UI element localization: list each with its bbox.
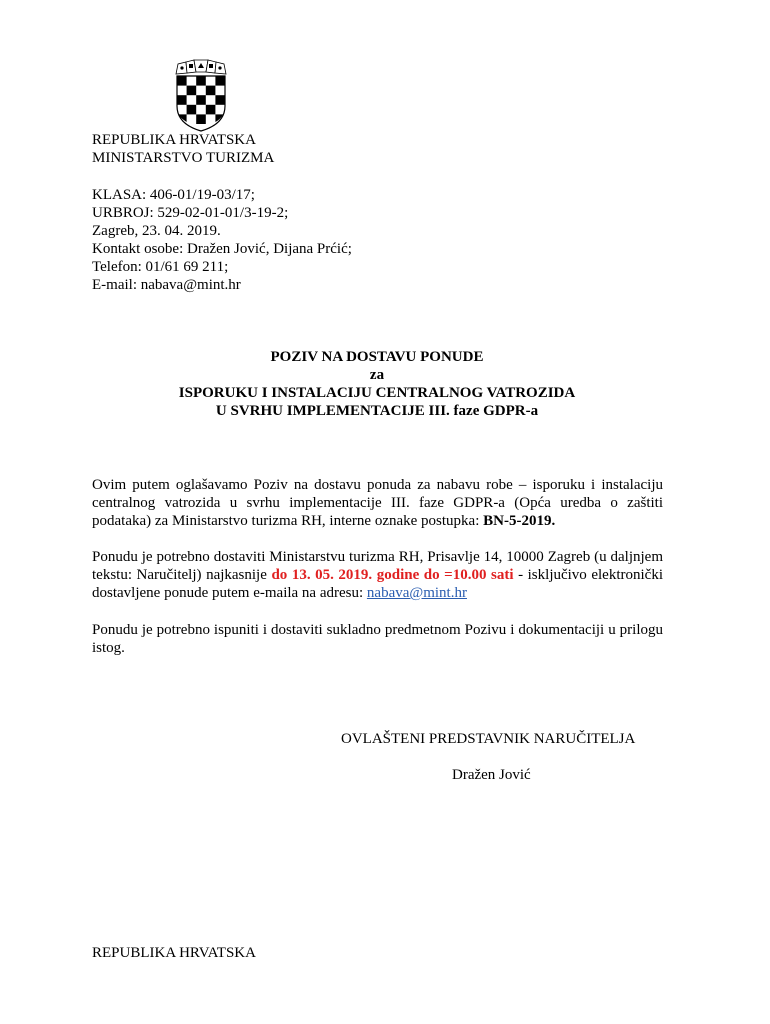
signature-name: Dražen Jović [452, 767, 531, 783]
coat-of-arms-icon [172, 58, 230, 132]
title-line-2: za [369, 367, 385, 383]
footer-country: REPUBLIKA HRVATSKA [92, 945, 256, 961]
paragraph-2-text-b: - isključivo elektronički dostavljene ponude putem e-maila na adresu: [92, 567, 663, 601]
title-line-3: ISPORUKU I INSTALACIJU CENTRALNOG VATROZIDA [178, 385, 576, 401]
paragraph-2-text-a: Ponudu je potrebno dostaviti Ministarstvu turizma RH, Prisavlje 14, 10000 Zagreb (u daljnjem tekstu: Naručitelj) najkasnije [92, 549, 663, 583]
paragraph-2 [92, 548, 663, 602]
title-line-4: U SVRHU IMPLEMENTACIJE III. faze GDPR-a [215, 403, 539, 419]
meta-klasa: KLASA: 406-01/19-03/17; [92, 187, 255, 203]
meta-place-date: Zagreb, 23. 04. 2019. [92, 223, 221, 239]
document-title [92, 348, 662, 420]
meta-contact: Kontakt osobe: Dražen Jović, Dijana Prćić; [92, 241, 352, 257]
paragraph-3: Ponudu je potrebno ispuniti i dostaviti sukladno predmetnom Pozivu i dokumentaciji u prilogu istog. [92, 622, 663, 656]
meta-phone: Telefon: 01/61 69 211; [92, 259, 229, 275]
email-link[interactable]: nabava@mint.hr [366, 585, 467, 601]
header-country: REPUBLIKA HRVATSKA [92, 132, 256, 148]
signature-role: OVLAŠTENI PREDSTAVNIK NARUČITELJA [341, 731, 636, 747]
header-ministry: MINISTARSTVO TURIZMA [92, 150, 275, 166]
deadline-text: do 13. 05. 2019. godine do =10.00 sati [271, 567, 514, 583]
title-line-1: POZIV NA DOSTAVU PONUDE [270, 349, 484, 365]
procedure-code: BN-5-2019. [483, 513, 556, 529]
meta-urbroj: URBROJ: 529-02-01-01/3-19-2; [92, 205, 289, 221]
meta-email: E-mail: nabava@mint.hr [92, 277, 241, 293]
paragraph-1-text: Ovim putem oglašavamo Poziv na dostavu ponuda za nabavu robe – isporuku i instalaciju centralnog vatrozida u svrhu implementacije III. faze GDPR-a (Opća uredba o zaštiti podataka) za Ministarstvo turizma RH, interne oznake postupka: [92, 477, 663, 529]
paragraph-1 [92, 476, 663, 530]
